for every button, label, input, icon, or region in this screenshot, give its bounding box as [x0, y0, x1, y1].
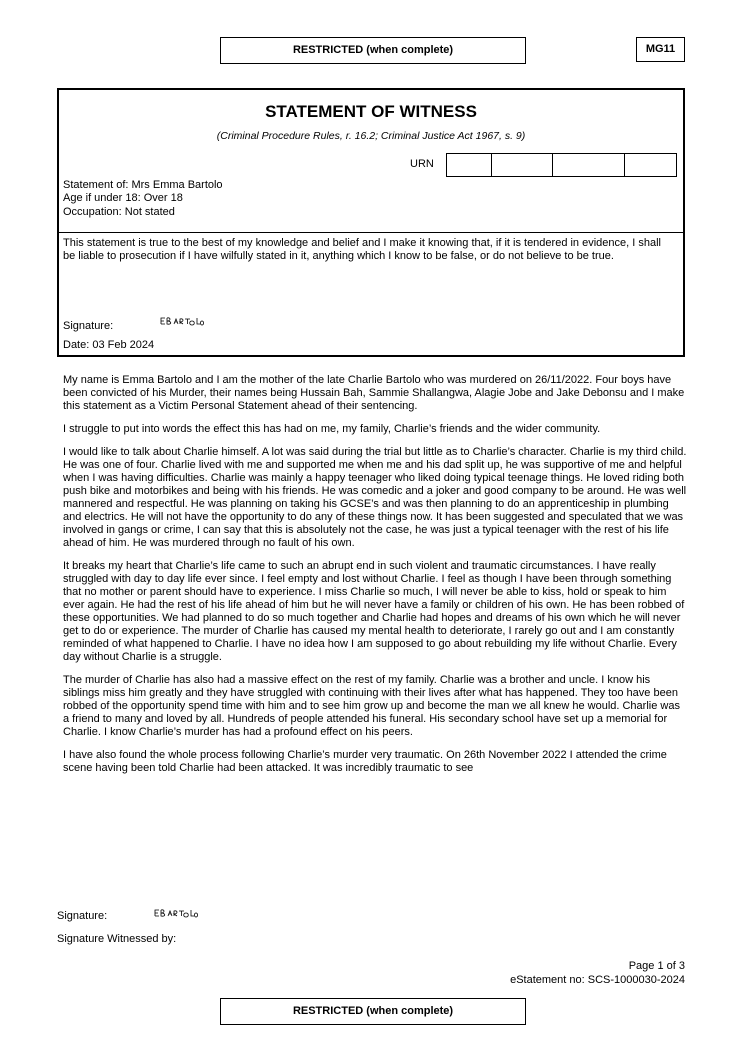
form-code: MG11: [636, 37, 685, 62]
form-subtitle: (Criminal Procedure Rules, r. 16.2; Criminal Justice Act 1967, s. 9): [216, 130, 526, 142]
footer-signature-label: Signature:: [57, 910, 108, 922]
statement-body: [63, 374, 687, 785]
urn-cell[interactable]: [624, 154, 676, 176]
page-number: Page 1 of 3: [628, 960, 685, 972]
footer-signature-image: [153, 906, 199, 924]
signature-label: Signature:: [63, 320, 114, 332]
body-paragraph: I have also found the whole process following Charlie’s murder very traumatic. On 26th November 2022 I attended the crime scene having been told Charlie had been attacked. It was incredibly traumatic to see: [63, 749, 667, 774]
signature-image: [159, 314, 205, 332]
signature-witnessed-label: Signature Witnessed by:: [57, 933, 177, 945]
urn-cell[interactable]: [447, 154, 491, 176]
restricted-banner-top: RESTRICTED (when complete): [220, 37, 526, 64]
urn-cell[interactable]: [552, 154, 624, 176]
urn-cell[interactable]: [491, 154, 552, 176]
body-paragraph: It breaks my heart that Charlie’s life came to such an abrupt end in such violent and traumatic circumstances. I have really struggled with day to day life ever since. I feel empty and lost without Charlie. I feel as though I have been through something that no mother or parent should have to experience. I miss Charlie so much, I will never be able to kiss, hold or speak to him ever again. He had the rest of his life ahead of him but he will never have a family or children of his own. He has been robbed of these opportunities. We had planned to do so much together and Charlie had hopes and dreams of his own which he will never get to do or experience. The murder of Charlie has caused my mental health to deteriorate, I rarely go out and I am constantly reminded of what happened to Charlie. I have no idea how I am supposed to go about rebuilding my life without Charlie. Every day without Charlie is a struggle.: [63, 560, 685, 663]
body-paragraph: The murder of Charlie has also had a massive effect on the rest of my family. Charlie was a brother and uncle. I know his siblings miss him greatly and they have struggled with continuing with their lives after what has happened. They too have been robbed of the opportunity spend time with him and to see him grow up and become the man we all knew he would. Charlie was a friend to many and loved by all. Hundreds of people attended his funeral. His secondary school have set up a memorial for Charlie. I know Charlie’s murder has had a profound effect on his peers.: [63, 674, 680, 738]
estatement-number: eStatement no: SCS-1000030-2024: [510, 974, 685, 986]
age-line: Age if under 18: Over 18: [63, 192, 183, 204]
restricted-banner-bottom: RESTRICTED (when complete): [220, 998, 526, 1025]
statement-of: Statement of: Mrs Emma Bartolo: [63, 179, 223, 191]
statement-header-box: [57, 88, 685, 357]
statement-date: Date: 03 Feb 2024: [63, 339, 155, 351]
header-divider: [59, 232, 683, 233]
body-paragraph: I struggle to put into words the effect this has had on me, my family, Charlie’s friends and the wider community.: [63, 423, 601, 435]
form-title: STATEMENT OF WITNESS: [265, 102, 477, 121]
urn-label: URN: [410, 158, 434, 170]
body-paragraph: My name is Emma Bartolo and I am the mother of the late Charlie Bartolo who was murdered on 26/11/2022. Four boys have been convicted of his Murder, their names being Hussain Bah, Sammie Shallangwa, Alagie Jobe and Jake Debonsu and I make this statement as a Victim Personal Statement ahead of their sentencing.: [63, 374, 685, 412]
urn-field[interactable]: [446, 153, 677, 177]
occupation-line: Occupation: Not stated: [63, 206, 175, 218]
declaration-text: This statement is true to the best of my knowledge and belief and I make it knowing that, if it is tendered in evidence, I shall be liable to prosecution if I have wilfully stated in it, anything which I know to be false, or do not believe to be true.: [63, 237, 661, 262]
body-paragraph: I would like to talk about Charlie himself. A lot was said during the trial but little as to Charlie’s character. Charlie is my third child. He was one of four. Charlie lived with me and supported me when me and his dad split up, he was supportive of me and helpful when I was having difficulties. Charlie was mainly a happy teenager who liked doing typical teenage things. He loved riding both push bike and motorbikes and being with his friends. He was comedic and a joker and good company to be around. He was well mannered and respectful. He was planning on taking his GCSE’s and was then planning to do an apprenticeship in plumbing and electrics. He will not have the opportunity to do any of these things now. It has been suggested and speculated that we was involved in gangs or crime, I can say that this is absolutely not the case, he was just a typical teenager with the rest of his life ahead of him. He was murdered through no fault of his own.: [63, 446, 687, 549]
